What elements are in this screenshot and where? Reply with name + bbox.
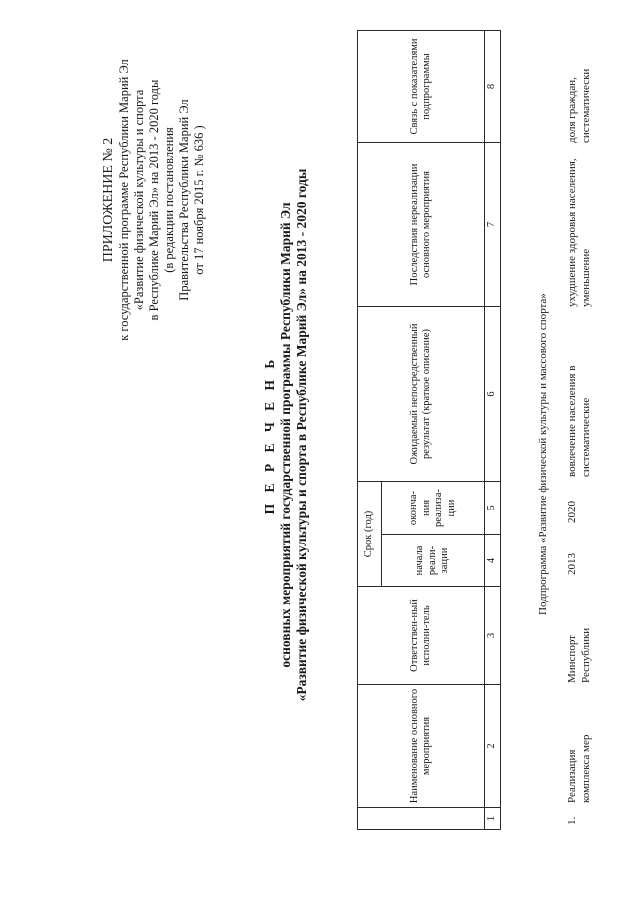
appendix-line: к государственной программе Республики Марий Эл bbox=[117, 59, 131, 341]
column-number: 2 bbox=[485, 685, 501, 808]
header-cell-1 bbox=[358, 808, 485, 830]
header-result: Ожидаемый непосредственный результат (краткое описание) bbox=[358, 307, 485, 482]
appendix-line: в Республике Марий Эл» на 2013 - 2020 годы bbox=[147, 79, 161, 321]
row-start: 2013 bbox=[566, 553, 578, 575]
appendix-title: ПРИЛОЖЕНИЕ № 2 bbox=[101, 137, 116, 263]
measures-table bbox=[357, 30, 501, 830]
list-title-line: основных мероприятий государственной программы Республики Марий Эл bbox=[278, 202, 293, 668]
appendix-line: «Развитие физической культуры и спорта bbox=[132, 89, 146, 311]
row-number: 1. bbox=[566, 816, 578, 825]
row-result: вовлечение населения в систематические bbox=[566, 365, 592, 477]
header-consequences: Последствия нереализации основного мероприятия bbox=[358, 143, 485, 307]
column-number: 8 bbox=[485, 31, 501, 143]
list-title-line: «Развитие физической культуры и спорта в Республике Марий Эл» на 2013 - 2020 годы bbox=[294, 168, 309, 702]
header-indicator-link: Связь с показателями подпрограммы bbox=[358, 31, 485, 143]
column-number: 6 bbox=[485, 307, 501, 482]
appendix-line: от 17 ноября 2015 г. № 636 ) bbox=[192, 125, 206, 275]
column-number: 3 bbox=[485, 587, 501, 685]
header-name: Наименование основного мероприятия bbox=[358, 685, 485, 808]
appendix-line: (в редакции постановления bbox=[162, 127, 176, 273]
list-heading: П Е Р Е Ч Е Н Ь bbox=[262, 355, 277, 515]
row-name: Реализация комплекса мер bbox=[566, 734, 592, 803]
column-number: 4 bbox=[485, 535, 501, 587]
row-executor: Минспорт Республики bbox=[566, 627, 592, 683]
row-indicator-link: доля граждан, систематически bbox=[566, 68, 592, 143]
column-number: 5 bbox=[485, 482, 501, 535]
header-executor: Ответствен-ный исполни-тель bbox=[358, 587, 485, 685]
row-consequence: ухудшение здоровья населения, уменьшение bbox=[566, 158, 592, 307]
header-start: начала реали-зации bbox=[382, 535, 485, 587]
header-end: оконча-ния реализа-ции bbox=[382, 482, 485, 535]
column-number: 1 bbox=[485, 808, 501, 830]
column-number: 7 bbox=[485, 143, 501, 307]
row-end: 2020 bbox=[566, 501, 578, 523]
list-title bbox=[262, 155, 310, 715]
appendix-header bbox=[100, 0, 207, 400]
subprogram-title: Подпрограмма «Развитие физической культуры и массового спорта» bbox=[537, 293, 549, 615]
header-term: Срок (год) bbox=[358, 482, 382, 587]
appendix-line: Правительства Республики Марий Эл bbox=[177, 99, 191, 301]
